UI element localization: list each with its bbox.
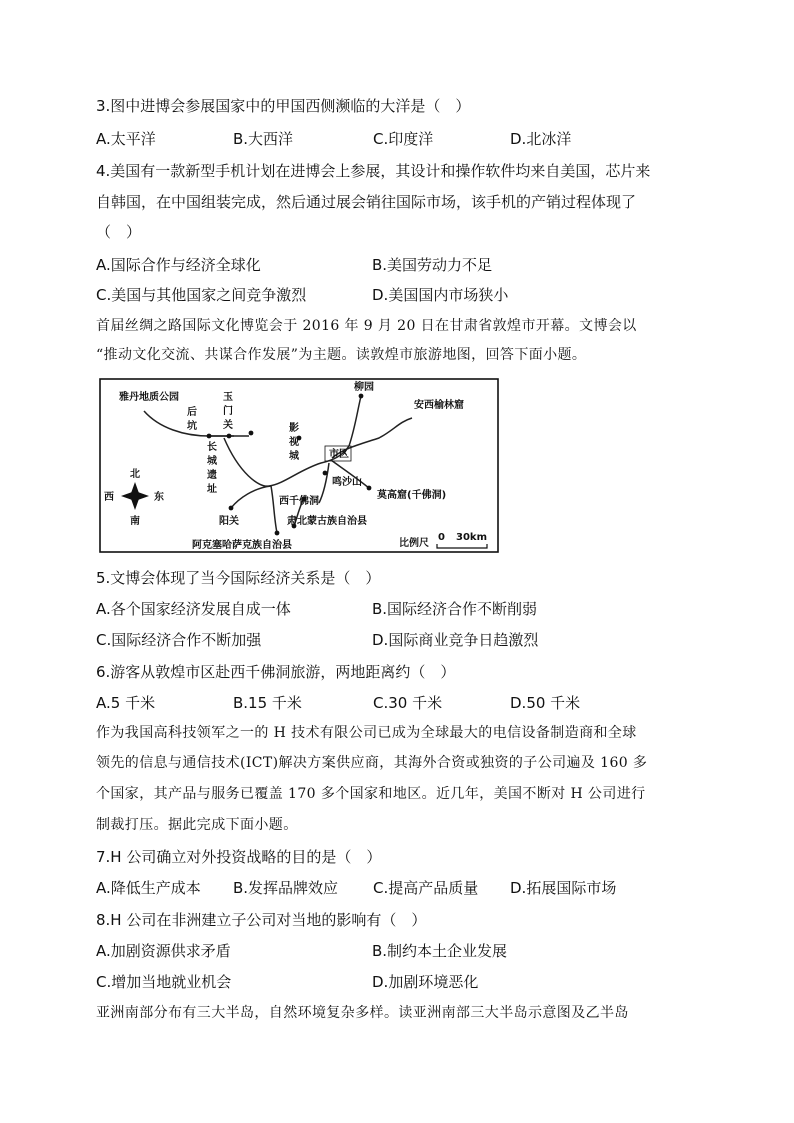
question-5-option-a: A.各个国家经济发展自成一体 xyxy=(96,600,291,618)
passage-1-line-1: 首届丝绸之路国际文化博览会于 2016 年 9 月 20 日在甘肃省敦煌市开幕。文博会以 xyxy=(96,318,637,334)
label-changcheng-4: 址 xyxy=(207,484,217,495)
point-changcheng xyxy=(249,431,254,436)
question-6-option-d: D.50 千米 xyxy=(510,694,581,712)
question-5-option-d: D.国际商业竞争日趋激烈 xyxy=(372,631,539,649)
label-shiqu: 市区 xyxy=(329,449,349,460)
label-anxi: 安西榆林窟 xyxy=(414,400,464,411)
question-4-option-b: B.美国劳动力不足 xyxy=(372,256,493,274)
question-5-option-b: B.国际经济合作不断削弱 xyxy=(372,600,538,618)
scale-value: 30km xyxy=(456,532,487,543)
passage-1-line-2: “推动文化交流、共谋合作发展”为主题。读敦煌市旅游地图，回答下面小题。 xyxy=(96,347,587,363)
label-yingshi-3: 城 xyxy=(289,451,299,462)
label-yangguan: 阳关 xyxy=(219,516,239,527)
compass-south: 南 xyxy=(130,516,140,527)
question-8-option-d: D.加剧环境恶化 xyxy=(372,973,479,991)
question-4-option-a: A.国际合作与经济全球化 xyxy=(96,256,261,274)
compass-east: 东 xyxy=(154,492,164,503)
compass-north: 北 xyxy=(130,469,140,480)
label-xiqian: 西千佛洞 xyxy=(279,496,319,507)
scale-zero: 0 xyxy=(438,532,445,543)
question-3-option-b: B.大西洋 xyxy=(233,130,294,148)
dunhuang-tourism-map xyxy=(99,378,499,553)
point-houkeng xyxy=(207,434,212,439)
question-4-stem-line-3: （ ） xyxy=(96,223,142,241)
question-5-option-c: C.国际经济合作不断加强 xyxy=(96,631,262,649)
point-liuyuan xyxy=(359,394,364,399)
question-6-option-b: B.15 千米 xyxy=(233,694,302,712)
label-mingsha: 鸣沙山 xyxy=(332,477,362,488)
label-yumen-1: 玉 xyxy=(223,392,233,403)
label-changcheng-3: 遗 xyxy=(207,470,217,481)
question-4-option-d: D.美国国内市场狭小 xyxy=(372,286,509,304)
question-7-option-d: D.拓展国际市场 xyxy=(510,879,617,897)
passage-3-line-1: 亚洲南部分布有三大半岛，自然环境复杂多样。读亚洲南部三大半岛示意图及乙半岛 xyxy=(96,1005,629,1021)
label-mogao: 莫高窟(千佛洞) xyxy=(377,490,447,501)
label-yadan: 雅丹地质公园 xyxy=(119,392,179,403)
question-7-stem: 7.H 公司确立对外投资战略的目的是（ ） xyxy=(96,848,382,866)
question-6-stem: 6.游客从敦煌市区赴西千佛洞旅游，两地距离约（ ） xyxy=(96,663,456,681)
point-mingsha xyxy=(323,471,328,476)
label-yumen-3: 关 xyxy=(223,420,233,431)
question-8-option-b: B.制约本土企业发展 xyxy=(372,942,508,960)
label-liuyuan: 柳园 xyxy=(354,382,374,393)
question-3-option-d: D.北冰洋 xyxy=(510,130,572,148)
passage-2-line-1: 作为我国高科技领军之一的 H 技术有限公司已成为全球最大的电信设备制造商和全球 xyxy=(96,725,637,741)
question-8-option-a: A.加剧资源供求矛盾 xyxy=(96,942,231,960)
question-7-option-a: A.降低生产成本 xyxy=(96,879,201,897)
compass-west: 西 xyxy=(104,492,114,503)
label-changcheng-1: 长 xyxy=(207,442,217,453)
label-subei: 肃北蒙古族自治县 xyxy=(287,516,367,527)
label-yingshi-2: 视 xyxy=(289,437,299,448)
passage-2-line-4: 制裁打压。据此完成下面小题。 xyxy=(96,817,298,833)
question-8-stem: 8.H 公司在非洲建立子公司对当地的影响有（ ） xyxy=(96,911,427,929)
question-3-option-a: A.太平洋 xyxy=(96,130,156,148)
question-7-option-c: C.提高产品质量 xyxy=(373,879,479,897)
point-mogao xyxy=(367,486,372,491)
question-7-option-b: B.发挥品牌效应 xyxy=(233,879,339,897)
label-akesai: 阿克塞哈萨克族自治县 xyxy=(192,540,292,551)
point-yumen xyxy=(227,434,232,439)
question-3-stem: 3.图中进博会参展国家中的甲国西侧濒临的大洋是（ ） xyxy=(96,97,471,115)
question-6-option-a: A.5 千米 xyxy=(96,694,156,712)
question-4-stem-line-1: 4.美国有一款新型手机计划在进博会上参展，其设计和操作软件均来自美国，芯片来 xyxy=(96,162,651,180)
label-yumen-2: 门 xyxy=(223,406,233,417)
question-8-option-c: C.增加当地就业机会 xyxy=(96,973,232,991)
label-changcheng-2: 城 xyxy=(207,456,217,467)
scale-label: 比例尺 xyxy=(399,538,429,549)
question-4-option-c: C.美国与其他国家之间竞争激烈 xyxy=(96,286,307,304)
passage-2-line-2: 领先的信息与通信技术(ICT)解决方案供应商，其海外合资或独资的子公司遍及 160 多 xyxy=(96,755,648,771)
question-4-stem-line-2: 自韩国，在中国组装完成，然后通过展会销往国际市场，该手机的产销过程体现了 xyxy=(96,193,637,211)
point-yangguan xyxy=(229,506,234,511)
label-houkeng-2: 坑 xyxy=(187,421,197,432)
question-3-option-c: C.印度洋 xyxy=(373,130,434,148)
question-6-option-c: C.30 千米 xyxy=(373,694,443,712)
label-houkeng-1: 后 xyxy=(187,407,197,418)
passage-2-line-3: 个国家，其产品与服务已覆盖 170 多个国家和地区。近几年，美国不断对 H 公司进行 xyxy=(96,786,646,802)
label-yingshi-1: 影 xyxy=(289,423,299,434)
question-5-stem: 5.文博会体现了当今国际经济关系是（ ） xyxy=(96,569,381,587)
point-akesai xyxy=(275,531,280,536)
